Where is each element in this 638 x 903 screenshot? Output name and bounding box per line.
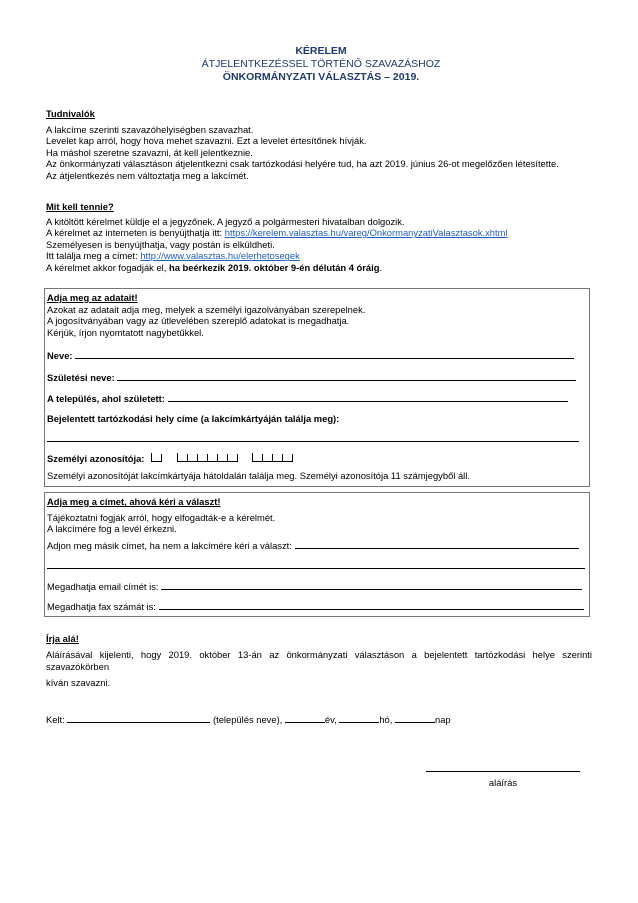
info-line: Az átjelentkezés nem változtatja meg a lakcímét. bbox=[46, 169, 249, 181]
reply-address-section bbox=[47, 496, 275, 535]
signature-label: aláírás bbox=[488, 777, 518, 788]
reply-address-intro: A lakcímére fog a levél érkezni. bbox=[47, 523, 177, 535]
residence-input[interactable] bbox=[47, 432, 579, 442]
declaration-line: Aláírásával kijelenti, hogy 2019. október 13-án az önkormányzati választáson a bejelentett tartózkodási helye szerinti bbox=[46, 649, 592, 660]
personal-id-hint: Személyi azonosítóját lakcímkártyája hátoldalán találja meg. Személyi azonosítója 11 számjegyből áll. bbox=[47, 470, 470, 481]
todo-line bbox=[46, 227, 508, 239]
form-title: KÉRELEM bbox=[295, 45, 347, 57]
personal-id-digit-1[interactable] bbox=[151, 453, 162, 462]
address-text: Itt találja meg a címet: bbox=[46, 250, 141, 262]
personal-data-title: Adja meg az adatait! bbox=[47, 292, 138, 303]
day-input[interactable] bbox=[395, 713, 435, 723]
reply-address-title: Adja meg a címet, ahová kéri a választ! bbox=[47, 496, 221, 507]
deadline-prefix: A kérelmet akkor fogadják el, bbox=[46, 261, 169, 273]
personal-id-label: Személyi azonosítója: bbox=[47, 453, 145, 464]
personal-data-section bbox=[47, 292, 365, 338]
election-name: ÖNKORMÁNYZATI VÁLASZTÁS – 2019. bbox=[222, 71, 420, 83]
info-line: A lakcíme szerinti szavazóhelyiségben szavazhat. bbox=[46, 123, 254, 135]
name-label: Neve: bbox=[47, 350, 73, 361]
personal-data-intro: Kérjük, írjon nyomtatott nagybetűkkel. bbox=[47, 326, 204, 338]
name-row bbox=[47, 349, 574, 362]
year-input[interactable] bbox=[285, 713, 325, 723]
birth-place-row bbox=[47, 392, 568, 405]
other-address-row-2 bbox=[47, 559, 585, 572]
birth-name-label: Születési neve: bbox=[47, 372, 115, 383]
other-address-label: Adjon meg másik címet, ha nem a lakcímére kéri a választ: bbox=[47, 540, 292, 551]
other-address-input[interactable] bbox=[295, 539, 579, 549]
info-line: Ha máshol szeretne szavazni, át kell jelentkeznie. bbox=[46, 146, 253, 158]
kelt-label: Kelt: bbox=[46, 714, 65, 725]
personal-data-intro: A jogosítványában vagy az útlevelében szereplő adatokat is megadhatja. bbox=[47, 315, 350, 327]
reply-address-intro: Tájékoztatni fogják arról, hogy elfogadták-e a kérelmét. bbox=[47, 511, 276, 523]
residence-label: Bejelentett tartózkodási hely címe (a lakcímkártyáján találja meg): bbox=[47, 413, 340, 424]
form-subtitle: ÁTJELENTKEZÉSSEL TÖRTÉNŐ SZAVAZÁSHOZ bbox=[201, 58, 441, 70]
month-label: hó, bbox=[379, 714, 393, 725]
info-section bbox=[46, 108, 559, 182]
email-row bbox=[47, 580, 582, 593]
fax-label: Megadhatja fax számát is: bbox=[47, 601, 156, 612]
name-input[interactable] bbox=[75, 349, 574, 359]
todo-line: Személyesen is benyújthatja, vagy postán is elküldheti. bbox=[46, 238, 275, 250]
todo-title: Mit kell tennie? bbox=[46, 201, 114, 212]
fax-input[interactable] bbox=[159, 600, 584, 610]
deadline-line bbox=[46, 262, 508, 274]
birth-place-input[interactable] bbox=[168, 392, 568, 402]
todo-line bbox=[46, 250, 508, 262]
declaration-line: kíván szavazni. bbox=[46, 677, 111, 688]
personal-id-digits-8-11[interactable] bbox=[252, 453, 293, 462]
online-application-link[interactable]: https://kerelem.valasztas.hu/vareg/OnkormanyzatiValasztasok.xhtml bbox=[224, 227, 508, 239]
birth-name-row bbox=[47, 371, 576, 384]
signature-section bbox=[46, 632, 592, 689]
declaration-line: szavazókörben bbox=[46, 661, 110, 672]
signature-line[interactable] bbox=[426, 763, 580, 772]
contacts-link[interactable]: http://www.valasztas.hu/elerhetosegek bbox=[140, 250, 300, 262]
residence-label-row bbox=[47, 413, 339, 425]
other-address-row bbox=[47, 539, 579, 552]
info-title: Tudnivalók bbox=[46, 108, 95, 119]
fax-row bbox=[47, 600, 584, 613]
info-line: Levelet kap arról, hogy hova mehet szavazni. Ezt a levelet értesítőnek hívják. bbox=[46, 135, 367, 147]
year-label: év, bbox=[324, 714, 337, 725]
email-input[interactable] bbox=[161, 580, 582, 590]
email-label: Megadhatja email címét is: bbox=[47, 581, 159, 592]
personal-data-intro: Azokat az adatait adja meg, melyek a személyi igazolványában szerepelnek. bbox=[47, 303, 366, 315]
signature-title: Írja alá! bbox=[46, 633, 79, 644]
place-label: (település neve), bbox=[212, 714, 283, 725]
online-text: A kérelmet az interneten is benyújthatja itt: bbox=[46, 227, 225, 239]
todo-section bbox=[46, 201, 508, 274]
other-address-input-2[interactable] bbox=[47, 559, 585, 569]
day-label: nap bbox=[434, 714, 451, 725]
deadline-suffix: . bbox=[379, 261, 383, 273]
info-line: Az önkormányzati választáson átjelentkezni csak tartózkodási helyére tud, ha azt 2019. június 26-ot megelőzően létesítette. bbox=[46, 158, 559, 170]
residence-row bbox=[47, 432, 579, 445]
date-place-row bbox=[46, 713, 451, 726]
form-header bbox=[46, 45, 596, 84]
place-input[interactable] bbox=[67, 713, 210, 723]
personal-id-row bbox=[47, 453, 293, 465]
deadline-bold: ha beérkezik 2019. október 9-én délután 4 óráig bbox=[168, 261, 380, 273]
birth-place-label: A település, ahol született: bbox=[47, 393, 165, 404]
todo-line: A kitöltött kérelmet küldje el a jegyzőnek. A jegyző a polgármesteri hivatalban dolgozik. bbox=[46, 215, 405, 227]
personal-id-digits-2-7[interactable] bbox=[177, 453, 238, 462]
birth-name-input[interactable] bbox=[117, 371, 576, 381]
month-input[interactable] bbox=[339, 713, 379, 723]
